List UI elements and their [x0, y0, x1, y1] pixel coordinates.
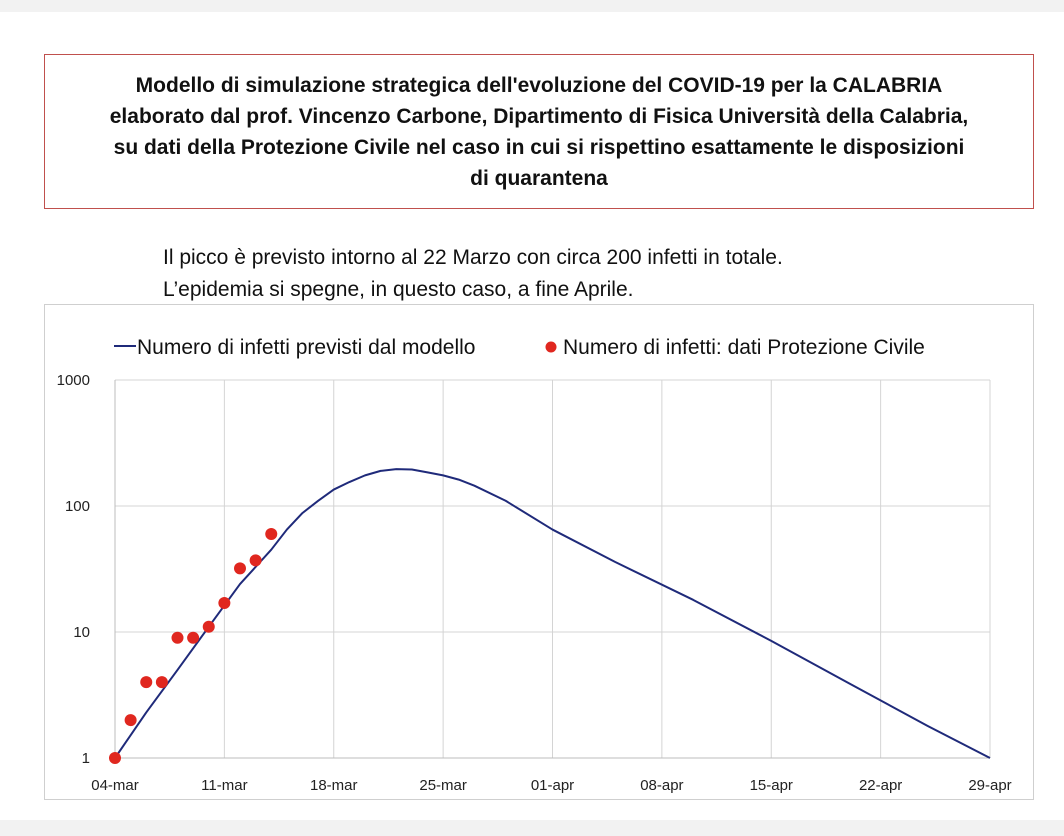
y-tick-label: 100 [64, 498, 90, 515]
data-point [109, 752, 121, 764]
chart [45, 305, 1033, 799]
subtitle-line: Il picco è previsto intorno al 22 Marzo con circa 200 infetti in totale. [163, 246, 783, 269]
x-tick-label: 04-mar [91, 777, 139, 794]
x-tick-label: 18-mar [309, 777, 358, 794]
data-point [234, 562, 246, 574]
title-line: elaborato dal prof. Vincenzo Carbone, Dipartimento di Fisica Università della Calabria, [109, 104, 969, 128]
subtitle-line: L’epidemia si spegne, in questo caso, a fine Aprile. [163, 278, 634, 301]
legend-dot-swatch [546, 342, 557, 353]
x-tick-label: 15-apr [749, 777, 793, 794]
data-point [218, 597, 230, 609]
x-tick-label: 25-mar [419, 777, 467, 794]
data-point [125, 714, 137, 726]
x-tick-label: 08-apr [640, 777, 684, 794]
title-box [44, 54, 1034, 209]
x-tick-label: 29-apr [968, 777, 1012, 794]
legend-label: Numero di infetti previsti dal modello [137, 336, 476, 359]
data-point [156, 676, 168, 688]
title-line: di quarantena [470, 166, 608, 190]
title-line: Modello di simulazione strategica dell'evoluzione del COVID-19 per la CALABRIA [135, 73, 943, 97]
data-point [172, 632, 184, 644]
data-point [250, 554, 262, 566]
y-tick-label: 10 [73, 624, 90, 641]
x-tick-label: 11-mar [201, 777, 248, 794]
y-tick-label: 1 [81, 750, 90, 767]
x-tick-label: 22-apr [858, 777, 903, 794]
data-point [203, 621, 215, 633]
title-line: su dati della Protezione Civile nel caso in cui si rispettino esattamente le disposizioni [113, 135, 965, 159]
data-point [187, 632, 199, 644]
data-point [265, 528, 277, 540]
x-tick-label: 01-apr [530, 777, 575, 794]
subtitle [163, 242, 783, 306]
data-point [140, 676, 152, 688]
chart-frame [44, 304, 1034, 800]
y-tick-label: 1000 [56, 372, 90, 389]
legend-label: Numero di infetti: dati Protezione Civile [563, 336, 925, 359]
